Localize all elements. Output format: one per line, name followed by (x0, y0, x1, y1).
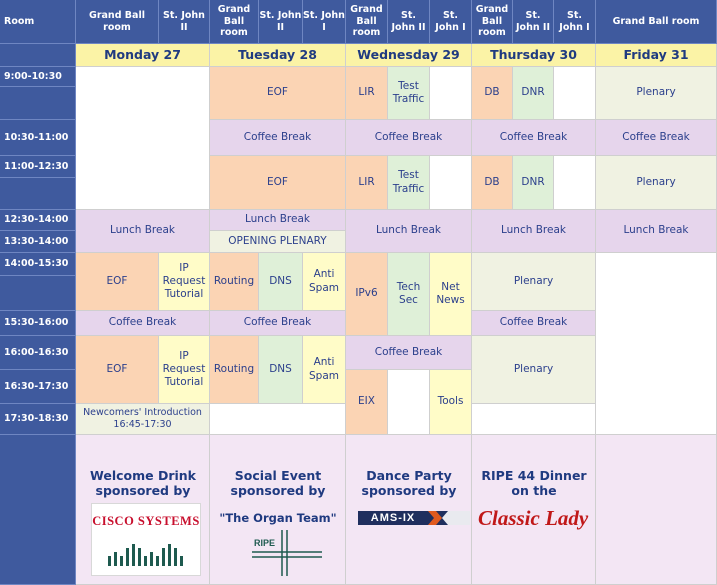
session-dns: DNS (259, 336, 303, 404)
room-column-spacer (0, 44, 76, 67)
amsix-logo (358, 511, 470, 525)
room-header-st-john-ii: St. John II (159, 0, 210, 44)
room-header-st-john-i: St. John I (430, 0, 472, 44)
organ-team-label: "The Organ Team" (219, 511, 337, 525)
session-plenary: Plenary (472, 253, 596, 311)
session-eof: EOF (210, 67, 346, 120)
room-header: Room (0, 0, 76, 44)
session-coffee-break: Coffee Break (210, 120, 346, 156)
sponsor-cell-wednesday (346, 435, 472, 585)
time-spacer (0, 87, 76, 120)
sponsor-cell-friday (596, 435, 717, 585)
time-label: 15:30-16:00 (0, 311, 76, 336)
session-coffee-break: Coffee Break (472, 120, 596, 156)
room-header-st-john-i: St. John I (303, 0, 346, 44)
time-label: 10:30-11:00 (0, 120, 76, 156)
session-dns: DNS (259, 253, 303, 311)
day-header-friday: Friday 31 (596, 44, 717, 67)
session-lunch-break: Lunch Break (76, 210, 210, 253)
empty-slot (388, 370, 430, 435)
empty-slot (596, 253, 717, 435)
session-dnr: DNR (513, 156, 554, 210)
social-event-sponsor-text: Social Event sponsored by (230, 468, 326, 498)
session-coffee-break: Coffee Break (76, 311, 210, 336)
time-spacer (0, 178, 76, 210)
room-header-st-john-ii: St. John II (388, 0, 430, 44)
time-label: 9:00-10:30 (0, 67, 76, 87)
session-lunch-break: Lunch Break (210, 210, 346, 231)
session-test-traffic: Test Traffic (388, 67, 430, 120)
session-dnr: DNR (513, 67, 554, 120)
session-coffee-break: Coffee Break (346, 120, 472, 156)
room-header-st-john-i: St. John I (554, 0, 596, 44)
day-header-thursday: Thursday 30 (472, 44, 596, 67)
session-ipv6: IPv6 (346, 253, 388, 336)
session-tools: Tools (430, 370, 472, 435)
session-eof: EOF (210, 156, 346, 210)
session-coffee-break: Coffee Break (210, 311, 346, 336)
session-newcomers-introduction: Newcomers' Introduction 16:45-17:30 (76, 404, 210, 435)
empty-slot (76, 67, 210, 210)
session-lunch-break: Lunch Break (346, 210, 472, 253)
session-tech-sec: Tech Sec (388, 253, 430, 336)
session-coffee-break: Coffee Break (472, 311, 596, 336)
session-plenary: Plenary (596, 156, 717, 210)
dance-party-sponsor-text: Dance Party sponsored by (361, 468, 457, 498)
cisco-wordmark: CISCO SYSTEMS (92, 514, 200, 528)
time-label: 11:00-12:30 (0, 156, 76, 178)
session-lir: LIR (346, 156, 388, 210)
ripe-wordmark: RIPE (254, 538, 276, 548)
day-header-tuesday: Tuesday 28 (210, 44, 346, 67)
room-header-grand-ballroom: Grand Ball room (596, 0, 717, 44)
session-ip-request-tutorial: IP Request Tutorial (159, 253, 210, 311)
room-header-st-john-ii: St. John II (513, 0, 554, 44)
time-label: 16:00-16:30 (0, 336, 76, 370)
empty-slot (210, 404, 346, 435)
empty-slot (554, 67, 596, 120)
session-eix: EIX (346, 370, 388, 435)
session-lir: LIR (346, 67, 388, 120)
session-ip-request-tutorial: IP Request Tutorial (159, 336, 210, 404)
empty-slot (554, 156, 596, 210)
classic-lady-logo: Classic Lady (478, 506, 589, 530)
room-header-grand-ballroom: Grand Ball room (76, 0, 159, 44)
time-label: 17:30-18:30 (0, 404, 76, 435)
session-lunch-break: Lunch Break (472, 210, 596, 253)
session-plenary: Plenary (472, 336, 596, 404)
ripe-dinner-sponsor-text: RIPE 44 Dinner on the (481, 468, 587, 498)
day-header-monday: Monday 27 (76, 44, 210, 67)
time-spacer (0, 435, 76, 585)
empty-slot (472, 404, 596, 435)
session-eof: EOF (76, 336, 159, 404)
session-net-news: Net News (430, 253, 472, 336)
time-label: 13:30-14:00 (0, 231, 76, 253)
ripe-ncc-logo (248, 528, 328, 578)
session-anti-spam: Anti Spam (303, 336, 346, 404)
session-test-traffic: Test Traffic (388, 156, 430, 210)
session-routing: Routing (210, 253, 259, 311)
amsix-wordmark: AMS-IX (370, 512, 416, 524)
room-header-grand-ballroom: Grand Ball room (210, 0, 259, 44)
session-lunch-break: Lunch Break (596, 210, 717, 253)
session-db: DB (472, 67, 513, 120)
cisco-systems-logo (91, 503, 201, 576)
cisco-bars-icon (92, 504, 202, 577)
empty-slot (430, 156, 472, 210)
session-anti-spam: Anti Spam (303, 253, 346, 311)
time-label: 12:30-14:00 (0, 210, 76, 231)
session-routing: Routing (210, 336, 259, 404)
room-header-grand-ballroom: Grand Ball room (472, 0, 513, 44)
time-spacer (0, 276, 76, 311)
room-header-grand-ballroom: Grand Ball room (346, 0, 388, 44)
session-eof: EOF (76, 253, 159, 311)
empty-slot (430, 67, 472, 120)
time-label: 14:00-15:30 (0, 253, 76, 276)
session-plenary: Plenary (596, 67, 717, 120)
time-label: 16:30-17:30 (0, 370, 76, 404)
welcome-drink-sponsor-text: Welcome Drink sponsored by (90, 468, 196, 498)
day-header-wednesday: Wednesday 29 (346, 44, 472, 67)
room-header-st-john-ii: St. John II (259, 0, 303, 44)
session-opening-plenary: OPENING PLENARY (210, 231, 346, 253)
session-db: DB (472, 156, 513, 210)
session-coffee-break: Coffee Break (596, 120, 717, 156)
session-coffee-break: Coffee Break (346, 336, 472, 370)
